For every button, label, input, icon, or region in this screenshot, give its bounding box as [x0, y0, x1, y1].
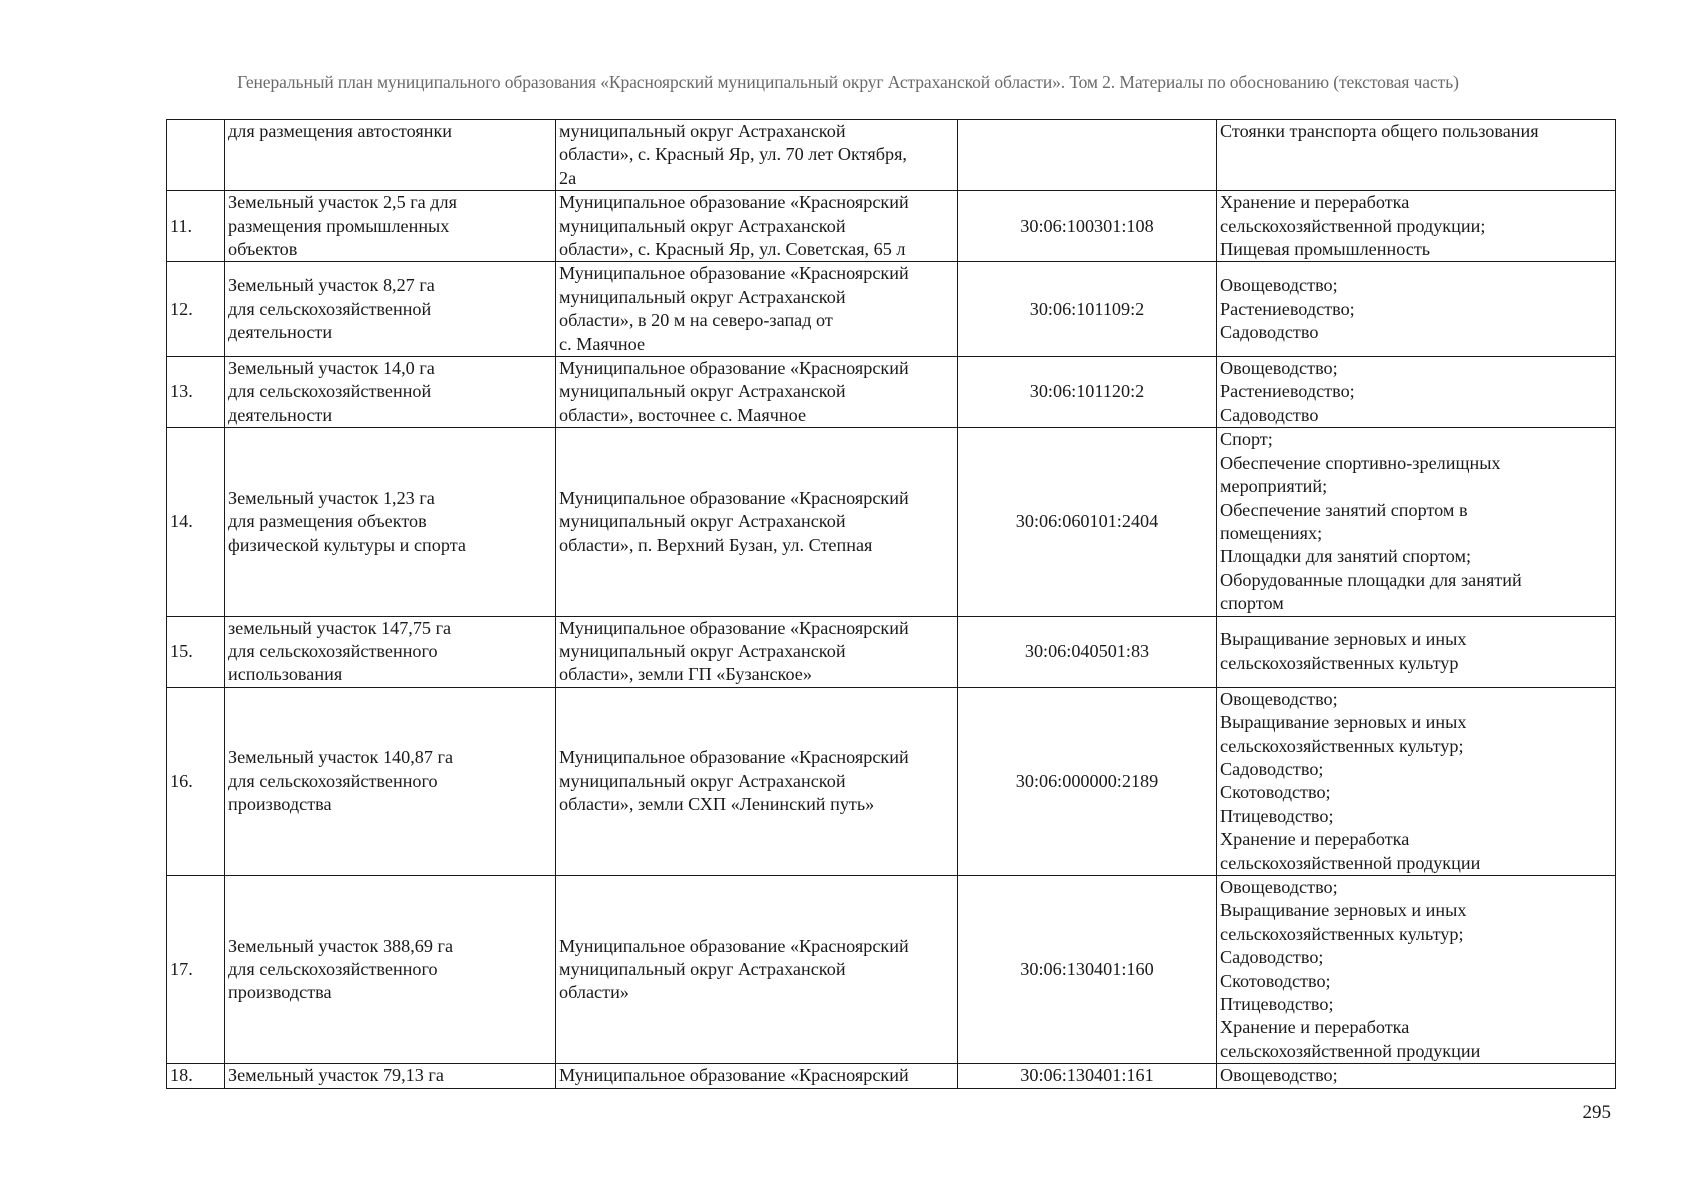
row-number: 15. — [167, 616, 225, 687]
cadastral-number: 30:06:101120:2 — [958, 357, 1217, 428]
cadastral-number: 30:06:101109:2 — [958, 262, 1217, 357]
cadastral-number: 30:06:130401:161 — [958, 1064, 1217, 1088]
plot-name: Земельный участок 14,0 га для сельскохозяйственной деятельности — [225, 357, 556, 428]
page-header: Генеральный план муниципального образования «Красноярский муниципальный округ Астраханской области». Том 2. Материалы по обоснованию (текстовая часть) — [237, 72, 1459, 92]
plot-location: Муниципальное образование «Красноярский муниципальный округ Астраханской области», п. Верхний Бузан, ул. Степная — [556, 428, 958, 616]
plot-location: Муниципальное образование «Красноярский — [556, 1064, 958, 1088]
plot-location: Муниципальное образование «Красноярский муниципальный округ Астраханской области», восточнее с. Маячное — [556, 357, 958, 428]
plot-name: Земельный участок 2,5 га для размещения промышленных объектов — [225, 191, 556, 262]
cadastral-number: 30:06:060101:2404 — [958, 428, 1217, 616]
permitted-use: Спорт; Обеспечение спортивно-зрелищных мероприятий; Обеспечение занятий спортом в помещениях; Площадки для занятий спортом; Оборудованные площадки для занятий спортом — [1217, 428, 1616, 616]
permitted-use: Стоянки транспорта общего пользования — [1217, 120, 1616, 191]
table-row — [167, 876, 1616, 1064]
table-row — [167, 428, 1616, 616]
cadastral-number — [958, 120, 1217, 191]
permitted-use: Выращивание зерновых и иных сельскохозяйственных культур — [1217, 616, 1616, 687]
plot-location: Муниципальное образование «Красноярский муниципальный округ Астраханской области», с. Красный Яр, ул. Советская, 65 л — [556, 191, 958, 262]
table-row — [167, 262, 1616, 357]
permitted-use: Овощеводство; Выращивание зерновых и иных сельскохозяйственных культур; Садоводство; Скотоводство; Птицеводство; Хранение и переработка сельскохозяйственной продукции — [1217, 876, 1616, 1064]
table-row — [167, 357, 1616, 428]
cadastral-number: 30:06:100301:108 — [958, 191, 1217, 262]
row-number: 17. — [167, 876, 225, 1064]
plot-name: земельный участок 147,75 га для сельскохозяйственного использования — [225, 616, 556, 687]
permitted-use: Овощеводство; Растениеводство; Садоводство — [1217, 262, 1616, 357]
plot-location: муниципальный округ Астраханской области», с. Красный Яр, ул. 70 лет Октября, 2а — [556, 120, 958, 191]
row-number: 12. — [167, 262, 225, 357]
cadastral-number: 30:06:040501:83 — [958, 616, 1217, 687]
permitted-use: Хранение и переработка сельскохозяйственной продукции; Пищевая промышленность — [1217, 191, 1616, 262]
permitted-use: Овощеводство; Выращивание зерновых и иных сельскохозяйственных культур; Садоводство; Скотоводство; Птицеводство; Хранение и переработка сельскохозяйственной продукции — [1217, 687, 1616, 875]
plot-name: Земельный участок 79,13 га — [225, 1064, 556, 1088]
table-row — [167, 1064, 1616, 1088]
cadastral-number: 30:06:130401:160 — [958, 876, 1217, 1064]
row-number: 16. — [167, 687, 225, 875]
table-row — [167, 120, 1616, 191]
plot-name: Земельный участок 1,23 га для размещения объектов физической культуры и спорта — [225, 428, 556, 616]
plot-name: Земельный участок 8,27 га для сельскохозяйственной деятельности — [225, 262, 556, 357]
row-number: 13. — [167, 357, 225, 428]
plot-name: для размещения автостоянки — [225, 120, 556, 191]
row-number — [167, 120, 225, 191]
plot-name: Земельный участок 388,69 га для сельскохозяйственного производства — [225, 876, 556, 1064]
plot-location: Муниципальное образование «Красноярский муниципальный округ Астраханской области», земли СХП «Ленинский путь» — [556, 687, 958, 875]
plot-location: Муниципальное образование «Красноярский муниципальный округ Астраханской области» — [556, 876, 958, 1064]
row-number: 14. — [167, 428, 225, 616]
plot-name: Земельный участок 140,87 га для сельскохозяйственного производства — [225, 687, 556, 875]
table-row — [167, 687, 1616, 875]
permitted-use: Овощеводство; — [1217, 1064, 1616, 1088]
cadastral-number: 30:06:000000:2189 — [958, 687, 1217, 875]
page-number: 295 — [1582, 1102, 1611, 1123]
land-plots-table — [166, 119, 1616, 1089]
row-number: 11. — [167, 191, 225, 262]
table-row — [167, 616, 1616, 687]
plot-location: Муниципальное образование «Красноярский муниципальный округ Астраханской области», в 20 м на северо-запад от с. Маячное — [556, 262, 958, 357]
plot-location: Муниципальное образование «Красноярский муниципальный округ Астраханской области», земли ГП «Бузанское» — [556, 616, 958, 687]
table-row — [167, 191, 1616, 262]
row-number: 18. — [167, 1064, 225, 1088]
permitted-use: Овощеводство; Растениеводство; Садоводство — [1217, 357, 1616, 428]
